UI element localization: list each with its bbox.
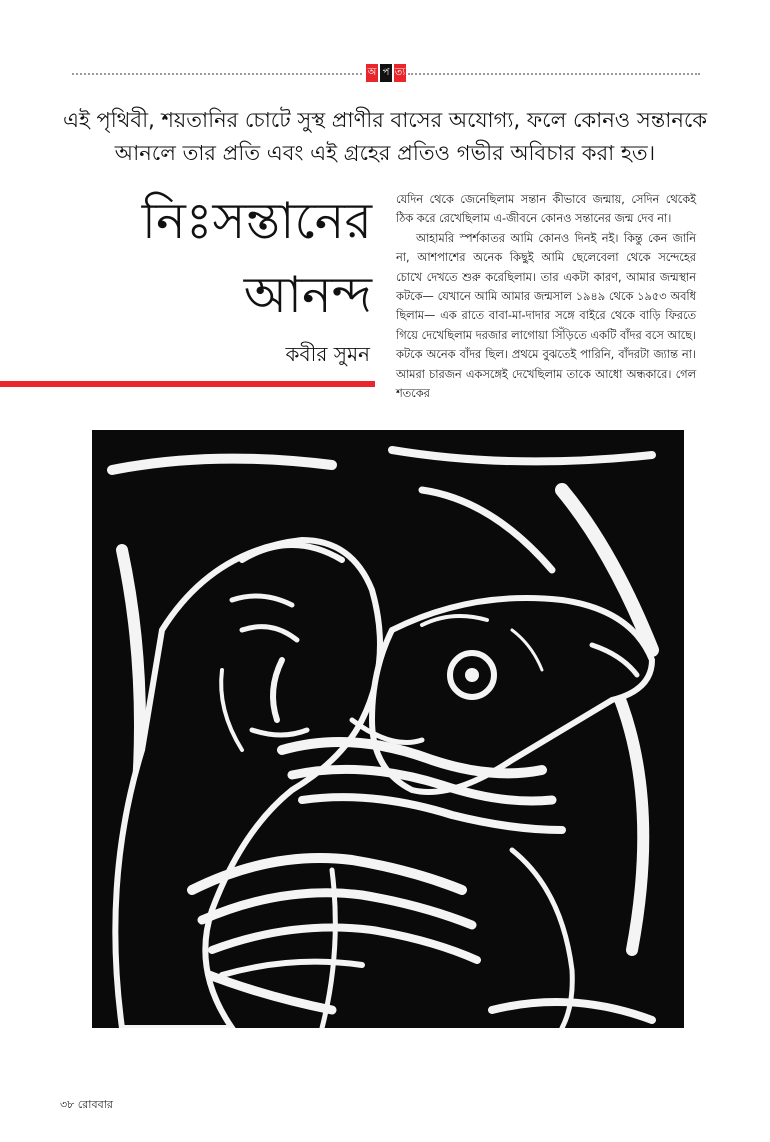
body-paragraph-2: আহামরি স্পর্শকাতর আমি কোনও দিনই নই। কিন্তু কেন জানি না, আশপাশের অনেক কিছুই আমি ছেলেবেলা থেকে সন্দেহের চোখে দেখতে শুরু করেছিলাম। তার একটা কারণ, আমার জন্মস্থান কটকে— যেখানে আমি আমার জন্মসাল ১৯৪৯ থেকে ১৯৫৩ অবধি ছিলাম— এক রাতে বাবা-মা-দাদার সঙ্গে বাইরে থেকে বাড়ি ফিরতে গিয়ে দেখেছিলাম দরজার লাগোয়া সিঁড়িতে একটি বাঁদর বসে আছে। কটকে অনেক বাঁদর ছিল। প্রথমে বুঝতেই পারিনি, বাঁদরটা জ্যান্ত না। আমরা চারজন একসঙ্গেই দেখেছিলাম তাকে আধো অন্ধকারে। গেল শতকের bbox=[396, 231, 696, 401]
red-divider-rule bbox=[0, 381, 375, 387]
section-tag-letter-3: ত্য bbox=[394, 64, 406, 82]
section-tag-letter-2: প bbox=[380, 64, 392, 82]
section-tag bbox=[366, 64, 406, 82]
author-byline: কবীর সুমন bbox=[285, 342, 370, 366]
magazine-name: রোববার bbox=[77, 1098, 113, 1111]
standfirst bbox=[60, 104, 710, 170]
header-dotted-rule-left bbox=[72, 73, 362, 75]
page-number: ৩৮ bbox=[60, 1098, 75, 1111]
page-footer bbox=[60, 1096, 113, 1115]
standfirst-line-1: এই পৃথিবী, শয়তানির চোটে সুস্থ প্রাণীর বাসের অযোগ্য, ফলে কোনও সন্তানকে bbox=[62, 108, 708, 132]
illustration-figure-hugging-animal-icon bbox=[92, 430, 684, 1028]
section-tag-letter-1: অ bbox=[366, 64, 378, 82]
article-headline bbox=[100, 184, 372, 332]
standfirst-line-2: আনলে তার প্রতি এবং এই গ্রহের প্রতিও গভীর অবিচার করা হত। bbox=[114, 141, 656, 165]
woodcut-illustration bbox=[92, 430, 684, 1028]
article-body bbox=[396, 190, 696, 403]
header-dotted-rule-right bbox=[408, 73, 700, 75]
body-paragraph-1: যেদিন থেকে জেনেছিলাম সন্তান কীভাবে জন্মায়, সেদিন থেকেই ঠিক করে রেখেছিলাম এ-জীবনে কোনও সন্তানের জন্ম দেব না। bbox=[396, 193, 696, 226]
headline-line-2: আনন্দ bbox=[243, 266, 372, 324]
headline-line-1: নিঃসন্তানের bbox=[141, 192, 372, 250]
